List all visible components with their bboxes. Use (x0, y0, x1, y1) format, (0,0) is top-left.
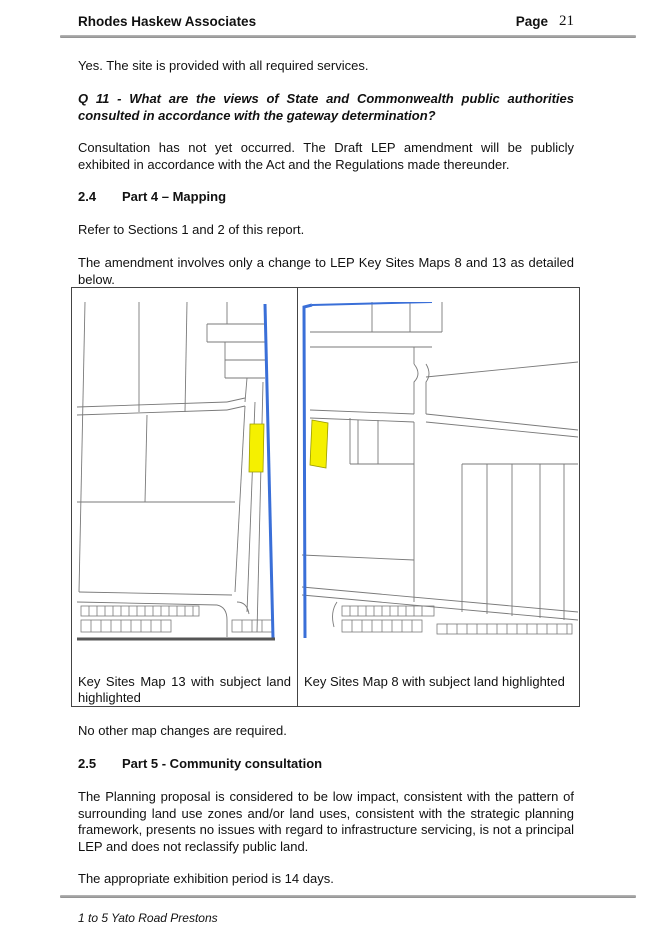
map-13-caption: Key Sites Map 13 with subject land highlighted (78, 674, 291, 705)
exhibition-period-paragraph: The appropriate exhibition period is 14 days. (78, 871, 334, 886)
refer-paragraph: Refer to Sections 1 and 2 of this report. (78, 222, 305, 237)
map-8-drawing (302, 302, 578, 642)
map-13-boundary-line (265, 304, 273, 638)
section-heading-mapping (78, 189, 574, 206)
key-sites-map-8 (302, 302, 578, 642)
organization-name: Rhodes Haskew Associates (78, 14, 257, 29)
consultation-paragraph: Consultation has not yet occurred. The Draft LEP amendment will be publicly exhibited in accordance with the Act and the Regulations made thereunder. (78, 140, 574, 172)
subject-land-highlight-13 (249, 424, 264, 472)
no-other-changes-paragraph: No other map changes are required. (78, 723, 287, 738)
section-title: Part 5 - Community consultation (122, 756, 323, 771)
map-8-caption: Key Sites Map 8 with subject land highlighted (304, 674, 565, 689)
footer-rule (60, 895, 636, 898)
key-sites-map-13 (77, 302, 282, 642)
map-13-drawing (77, 302, 282, 642)
subject-land-highlight-8 (310, 420, 328, 468)
amendment-paragraph: The amendment involves only a change to LEP Key Sites Maps 8 and 13 as detailed below. (78, 255, 574, 287)
question-11: Q 11 - What are the views of State and Commonwealth public authorities consulted in accordance with the gateway determination? (78, 91, 574, 123)
section-number: 2.5 (78, 756, 97, 771)
section-number: 2.4 (78, 189, 97, 204)
section-title: Part 4 – Mapping (122, 189, 227, 204)
planning-proposal-paragraph: The Planning proposal is considered to be low impact, consistent with the pattern of surrounding land use zones and/or land uses, consistent with the strategic planning framework, presents no issues with regard to infrastructure servicing, is not a principal LEP and does not reclassify public land. (78, 789, 574, 854)
page-header (78, 12, 578, 34)
maps-table (71, 287, 580, 707)
services-paragraph: Yes. The site is provided with all required services. (78, 58, 369, 73)
page-label: Page (515, 14, 548, 29)
section-heading-community (78, 756, 574, 773)
header-rule (60, 35, 636, 38)
table-divider (297, 288, 298, 706)
footer-location: 1 to 5 Yato Road Prestons (78, 911, 218, 925)
page-number: 21 (559, 13, 574, 29)
